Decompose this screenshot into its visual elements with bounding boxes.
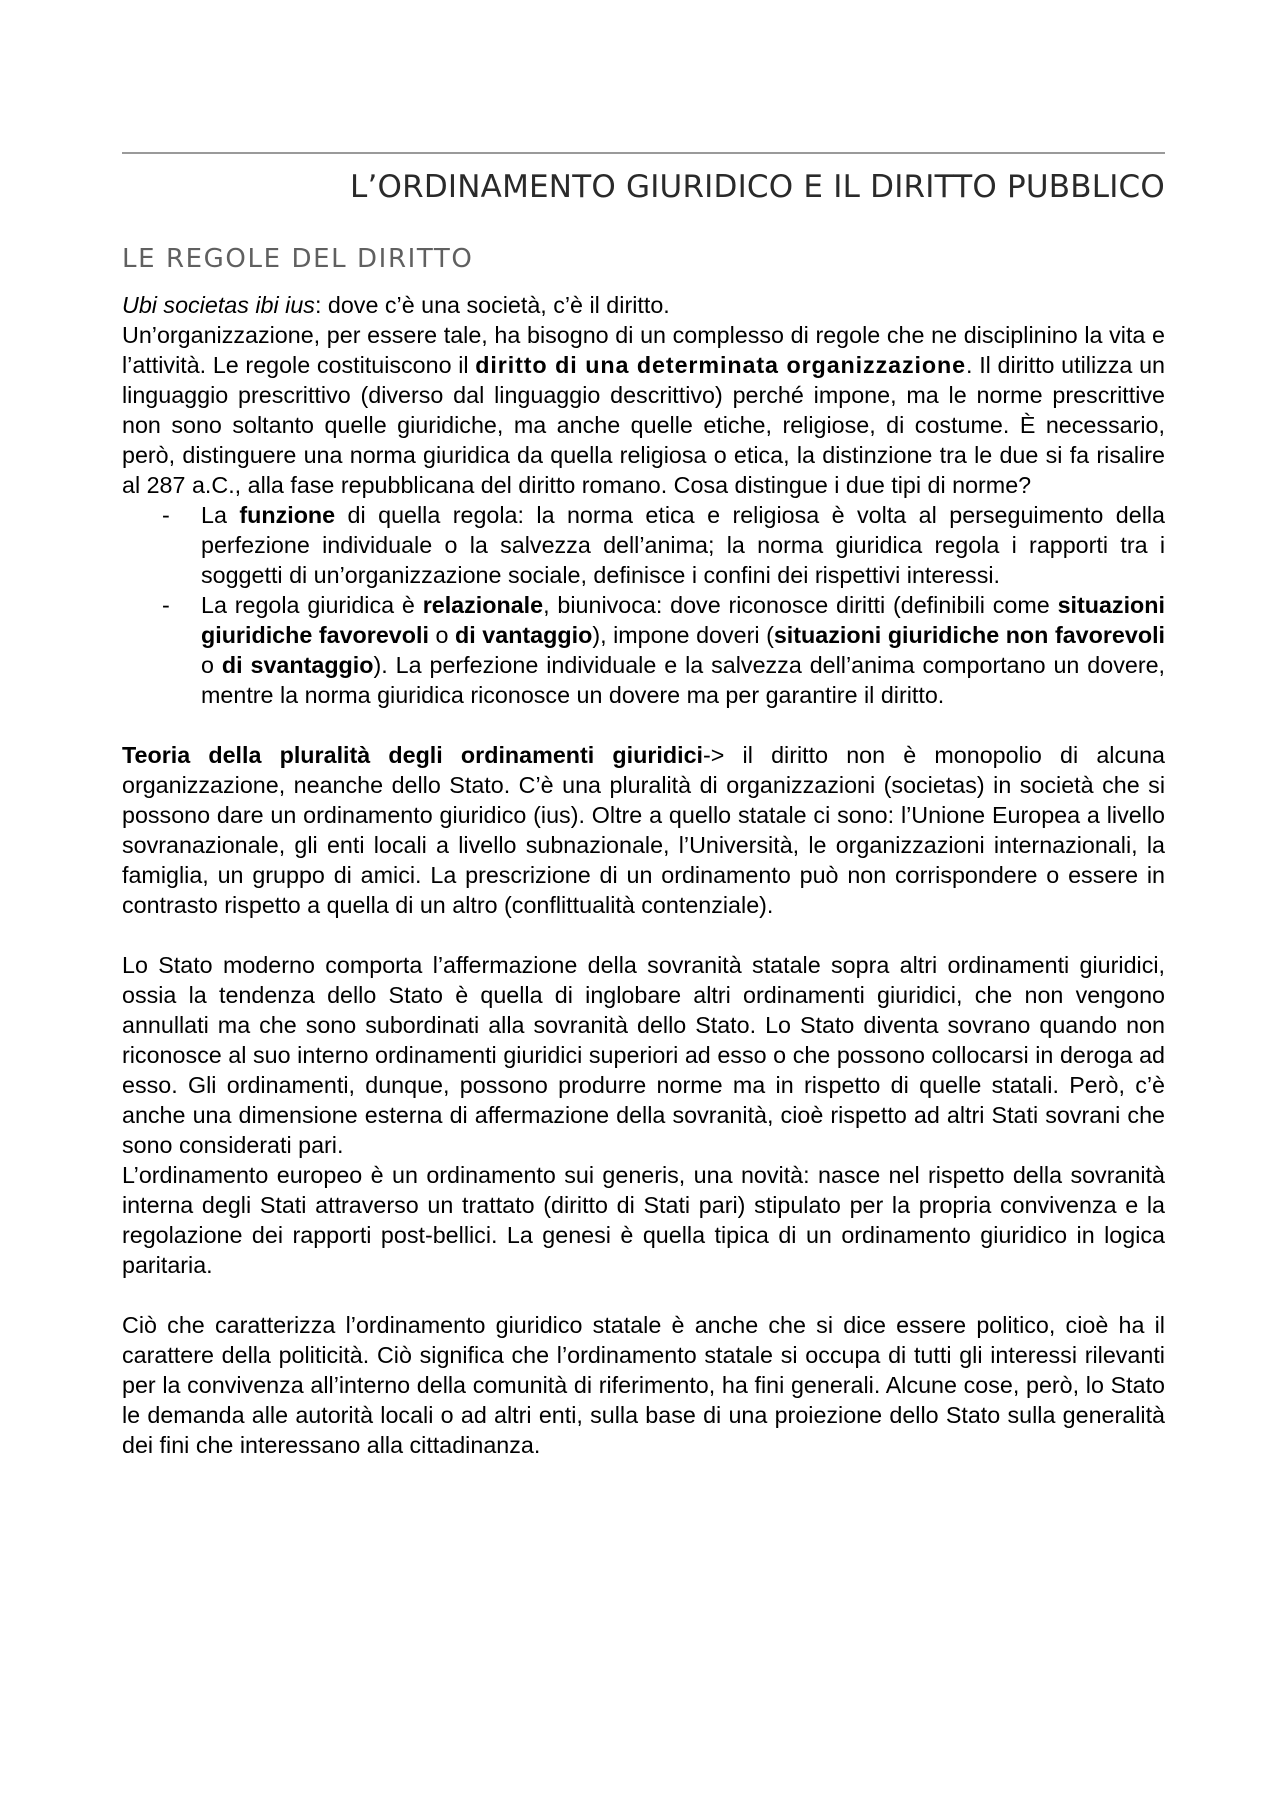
list-item [122, 500, 1165, 590]
distinction-list [122, 500, 1165, 710]
intro-paragraph [122, 290, 1165, 320]
dash-bullet: - [162, 592, 170, 618]
paragraph-politicita: Ciò che caratterizza l’ordinamento giuridico statale è anche che si dice essere politico, cioè ha il carattere della politicità. Ciò significa che l’ordinamento statale si occupa di tutti gli interessi rilevanti per la convivenza all’interno della comunità di riferimento, ha fini generali. Alcune cose, però, lo Stato le demanda alle autorità locali o ad altri enti, sulla base di una proiezione dello Stato sulla generalità dei fini che interessano alla cittadinanza. [122, 1312, 1165, 1458]
paragraph-stato-moderno: Lo Stato moderno comporta l’affermazione della sovranità statale sopra altri ordinamenti giuridici, ossia la tendenza dello Stato è quella di inglobare altri ordinamenti giuridici, che non vengono annullati ma che sono subordinati alla sovranità dello Stato. Lo Stato diventa sovrano quando non riconosce al suo interno ordinamenti giuridici superiori ad esso o che possono collocarsi in deroga ad esso. Gli ordinamenti, dunque, possono produrre norme ma in rispetto di quelle statali. Però, c’è anche una dimensione esterna di affermazione della sovranità, cioè rispetto ad altri Stati sovrani che sono considerati pari. [122, 952, 1165, 1158]
bold-term: situazioni giuridiche non favorevoli [773, 622, 1166, 648]
text-run: La [201, 502, 240, 528]
document-body [122, 290, 1165, 1460]
bold-term: diritto di una determinata organizzazione [475, 352, 967, 378]
page-title: L’ORDINAMENTO GIURIDICO E IL DIRITTO PUBBLICO [350, 169, 1165, 205]
latin-phrase: Ubi societas ibi ius [122, 292, 315, 318]
dash-bullet: - [162, 502, 170, 528]
text-run: La regola giuridica è [201, 592, 423, 618]
text-run: ). La perfezione individuale e la salvezza dell’anima comportano un dovere, mentre la norma giuridica riconosce un dovere ma per garantire il diritto. [201, 652, 1166, 708]
paragraph-ordinamento-europeo: L’ordinamento europeo è un ordinamento sui generis, una novità: nasce nel rispetto della sovranità interna degli Stati attraverso un trattato (diritto di Stati pari) stipulato per la propria convivenza e la regolazione dei rapporti post-bellici. La genesi è quella tipica di un ordinamento giuridico in logica paritaria. [122, 1162, 1165, 1278]
bold-term: di svantaggio [221, 652, 374, 678]
text-run: Un’organizzazione, per essere tale, ha bisogno di un complesso di regole che ne disciplinino la vita e l’attività. Le regole costituiscono il [122, 322, 1165, 378]
bold-term: funzione [239, 502, 336, 528]
intro-text: : dove c’è una società, c’è il diritto. [314, 292, 670, 318]
paragraph-regole [122, 320, 1165, 500]
bold-term: relazionale [422, 592, 544, 618]
list-item [122, 590, 1165, 710]
text-run: , biunivoca: dove riconosce diritti (definibili come [543, 592, 1058, 618]
text-run: o [428, 622, 456, 648]
header-rule [122, 152, 1165, 154]
bold-term: Teoria della pluralità degli ordinamenti giuridici [122, 742, 704, 768]
section-heading: LE REGOLE DEL DIRITTO [122, 244, 474, 274]
text-run: ), impone doveri ( [592, 622, 774, 648]
bold-term: situazioni giuridiche favorevoli [201, 592, 1165, 648]
text-run: -> il diritto non è monopolio di alcuna organizzazione, neanche dello Stato. C’è una pluralità di organizzazioni (societas) in società che si possono dare un ordinamento giuridico (ius). Oltre a quello statale ci sono: l’Unione Europea a livello sovranazionale, gli enti locali a livello subnazionale, l’Università, le organizzazioni internazionali, la famiglia, un gruppo di amici. La prescrizione di un ordinamento può non corrispondere o essere in contrasto rispetto a quella di un altro (conflittualità contenziale). [122, 742, 1165, 918]
text-run: di quella regola: la norma etica e religiosa è volta al perseguimento della perfezione individuale o la salvezza dell’anima; la norma giuridica regola i rapporti tra i soggetti di un’organizzazione sociale, definisce i confini dei rispettivi interessi. [201, 502, 1166, 588]
text-run: o [201, 652, 222, 678]
bold-term: di vantaggio [455, 622, 593, 648]
text-run: . Il diritto utilizza un linguaggio prescrittivo (diverso dal linguaggio descrittivo) perché impone, ma le norme prescrittive non sono soltanto quelle giuridiche, ma anche quelle etiche, religiose, di costume. È necessario, però, distinguere una norma giuridica da quella religiosa o etica, la distinzione tra le due si fa risalire al 287 a.C., alla fase repubblicana del diritto romano. Cosa distingue i due tipi di norme? [122, 352, 1165, 498]
paragraph-pluralita [122, 740, 1165, 920]
